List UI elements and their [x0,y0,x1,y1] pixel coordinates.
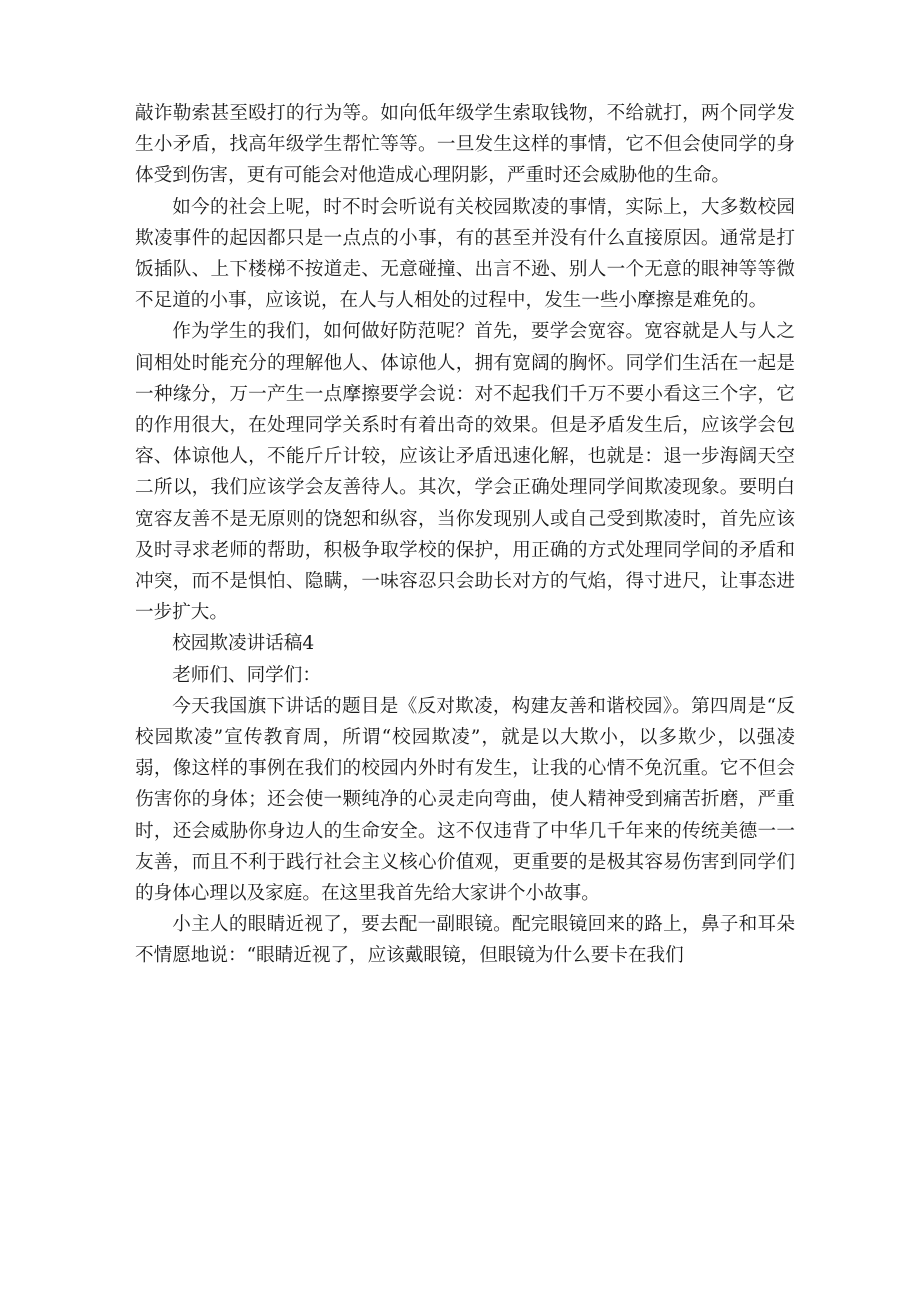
salutation: 老师们、同学们： [172,664,321,686]
paragraph: 作为学生的我们，如何做好防范呢？首先，要学会宽容。宽容就是人与人之间相处时能充分的理解他人、体谅他人，拥有宽阔的胸怀。同学们生活在一起是一种缘分，万一产生一点摩擦要学会说：对不起我们千万不要小看这三个字，它的作用很大，在处理同学关系时有着出奇的效果。但是矛盾发生后，应该学会包容、体谅他人，不能斤斤计较，应该让矛盾迅速化解，也就是：退一步海阔天空二所以，我们应该学会友善待人。其次，学会正确处理同学间欺凌现象。要明白宽容友善不是无原则的饶恕和纵容，当你发现别人或自己受到欺凌时，首先应该及时寻求老师的帮助，积极争取学校的保护，用正确的方式处理同学间的矛盾和冲突，而不是惧怕、隐瞒，一味容忍只会助长对方的气焰，得寸进尺，让事态进一步扩大。 [135,321,795,624]
paragraph: 今天我国旗下讲话的题目是《反对欺凌，构建友善和谐校园》。第四周是“反校园欺凌”宣传教育周，所谓“校园欺凌”，就是以大欺小，以多欺少，以强凌弱，像这样的事例在我们的校园内外时有发生，让我的心情不免沉重。它不但会伤害你的身体；还会使一颗纯净的心灵走向弯曲，使人精神受到痛苦折磨，严重时，还会威胁你身边人的生命安全。这不仅违背了中华几千年来的传统美德一一友善，而且不利于践行社会主义核心价值观，更重要的是极其容易伤害到同学们的身体心理以及家庭。在这里我首先给大家讲个小故事。 [135,695,795,905]
paragraph: 小主人的眼睛近视了，要去配一副眼镜。配完眼镜回来的路上，鼻子和耳朵不情愿地说：“眼睛近视了，应该戴眼镜，但眼镜为什么要卡在我们 [135,914,795,967]
paragraph: 如今的社会上呢，时不时会听说有关校园欺凌的事情，实际上，大多数校园欺凌事件的起因都只是一点点的小事，有的甚至并没有什么直接原因。通常是打饭插队、上下楼梯不按道走、无意碰撞、出言不逊、别人一个无意的眼神等等微不足道的小事，应该说，在人与人相处的过程中，发生一些小摩擦是难免的。 [135,196,795,312]
paragraph: 敲诈勒索甚至殴打的行为等。如向低年级学生索取钱物，不给就打，两个同学发生小矛盾，找高年级学生帮忙等等。一旦发生这样的事情，它不但会使同学的身体受到伤害，更有可能会对他造成心理阴影，严重时还会威胁他的生命。 [135,103,795,187]
document-page [135,98,795,972]
section-title: 校园欺凌讲话稿4 [172,633,315,655]
